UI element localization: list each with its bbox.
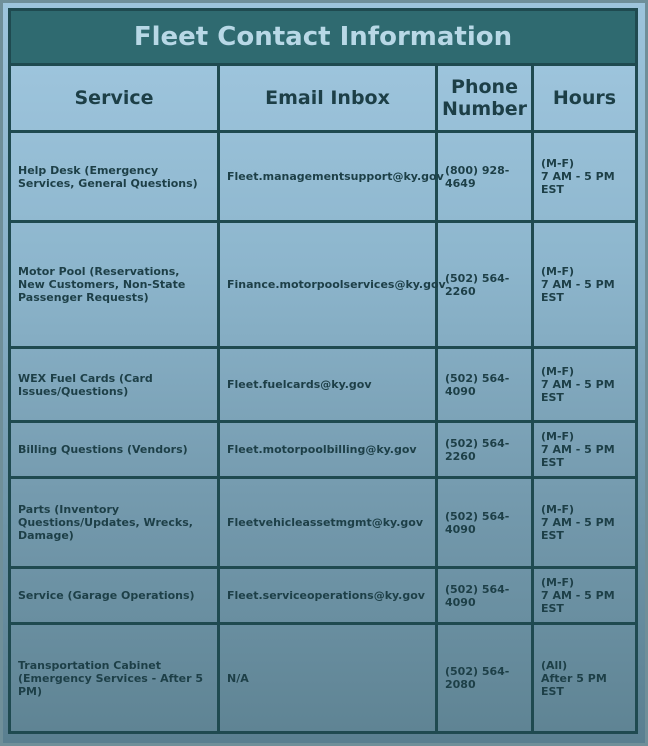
header-email: Email Inbox — [220, 66, 438, 133]
row-7-hours: (All) After 5 PM EST — [541, 658, 607, 698]
row-2-service: Motor Pool (Reservations, New Customers, Non-State Passenger Requests) — [11, 223, 220, 349]
fleet-contact-table — [8, 8, 638, 734]
row-3-email[interactable]: Fleet.fuelcards@ky.gov — [220, 349, 438, 423]
row-5-email[interactable]: Fleetvehicleassetmgmt@ky.gov — [220, 479, 438, 569]
header-service: Service — [11, 66, 220, 133]
row-1-email[interactable]: Fleet.managementsupport@ky.gov — [220, 133, 438, 223]
row-3-service: WEX Fuel Cards (Card Issues/Questions) — [11, 349, 220, 423]
row-2-phone[interactable]: (502) 564-2260 — [438, 223, 534, 349]
row-6-email[interactable]: Fleet.serviceoperations@ky.gov — [220, 569, 438, 625]
row-1-phone[interactable]: (800) 928-4649 — [438, 133, 534, 223]
row-4-phone[interactable]: (502) 564-2260 — [438, 423, 534, 479]
header-phone: Phone Number — [438, 66, 534, 133]
row-2-hours: (M-F) 7 AM - 5 PM EST — [534, 223, 635, 349]
row-4-email[interactable]: Fleet.motorpoolbilling@ky.gov — [220, 423, 438, 479]
row-7-service: Transportation Cabinet (Emergency Services - After 5 PM) — [11, 625, 220, 731]
row-6-hours: (M-F) 7 AM - 5 PM EST — [534, 569, 635, 625]
row-6-service: Service (Garage Operations) — [11, 569, 220, 625]
row-1-service: Help Desk (Emergency Services, General Questions) — [11, 133, 220, 223]
row-4-hours: (M-F) 7 AM - 5 PM EST — [534, 423, 635, 479]
row-5-service: Parts (Inventory Questions/Updates, Wrecks, Damage) — [11, 479, 220, 569]
row-2-email[interactable]: Finance.motorpoolservices@ky.gov — [220, 223, 438, 349]
row-7-phone[interactable]: (502) 564-2080 — [438, 625, 534, 731]
row-1-hours: (M-F) 7 AM - 5 PM EST — [534, 133, 635, 223]
row-3-hours: (M-F) 7 AM - 5 PM EST — [534, 349, 635, 423]
table-title: Fleet Contact Information — [11, 11, 635, 66]
row-5-hours: (M-F) 7 AM - 5 PM EST — [534, 479, 635, 569]
row-7-email: N/A — [220, 625, 438, 731]
header-hours: Hours — [534, 66, 635, 133]
row-5-phone[interactable]: (502) 564-4090 — [438, 479, 534, 569]
row-6-phone[interactable]: (502) 564-4090 — [438, 569, 534, 625]
row-3-phone[interactable]: (502) 564-4090 — [438, 349, 534, 423]
row-4-service: Billing Questions (Vendors) — [11, 423, 220, 479]
